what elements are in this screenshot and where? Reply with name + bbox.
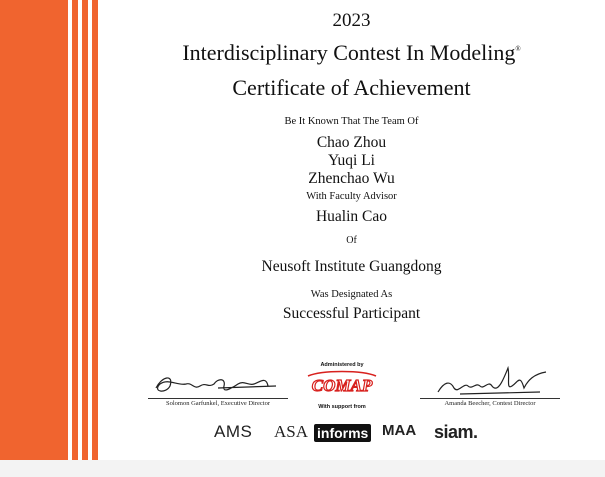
- contest-director-caption: Amanda Beecher, Contest Director: [444, 400, 536, 407]
- be-it-known-label: Be It Known That The Team Of: [284, 116, 419, 127]
- award-title: Successful Participant: [282, 305, 421, 322]
- sponsor-logos: [214, 422, 494, 448]
- stripe-divider: [68, 0, 72, 460]
- registered-mark: ®: [515, 45, 521, 53]
- asa-logo: ASA: [274, 422, 309, 441]
- ams-logo: AMS: [214, 422, 253, 441]
- siam-logo: siam.: [434, 422, 478, 442]
- signature-graphic: [420, 364, 560, 398]
- advisor-label: With Faculty Advisor: [306, 191, 397, 202]
- stripe-divider: [78, 0, 82, 460]
- advisor-name: Hualin Cao: [315, 208, 388, 225]
- decorative-stripe-band: [0, 0, 98, 460]
- team-member-name: Chao Zhou: [316, 134, 387, 151]
- institution-name: Neusoft Institute Guangdong: [261, 258, 442, 275]
- comap-logo-text: COMAP: [311, 376, 373, 395]
- contest-name: [98, 40, 605, 66]
- signature-line: [420, 398, 560, 399]
- team-member-name: Zhenchao Wu: [308, 170, 395, 187]
- certificate-title: Certificate of Achievement: [232, 75, 471, 100]
- team-member-name: Yuqi Li: [328, 152, 375, 169]
- certificate-year: 2023: [332, 10, 371, 31]
- maa-logo: MAA: [382, 422, 417, 439]
- comap-logo: [302, 362, 382, 410]
- comap-logo-mark: [302, 368, 382, 398]
- signature-line: [148, 398, 288, 399]
- signature-graphic: [148, 364, 288, 398]
- of-label: Of: [346, 235, 357, 246]
- administered-by-label: Administered by: [320, 362, 364, 368]
- page-bottom-band: [0, 460, 605, 477]
- informs-logo: informs: [314, 424, 371, 442]
- designated-label: Was Designated As: [310, 289, 393, 300]
- stripe-divider: [88, 0, 92, 460]
- with-support-label: With support from: [318, 404, 366, 410]
- executive-director-caption: Solomon Garfunkel, Executive Director: [166, 400, 270, 407]
- contest-name-text: Interdisciplinary Contest In Modeling: [182, 40, 516, 65]
